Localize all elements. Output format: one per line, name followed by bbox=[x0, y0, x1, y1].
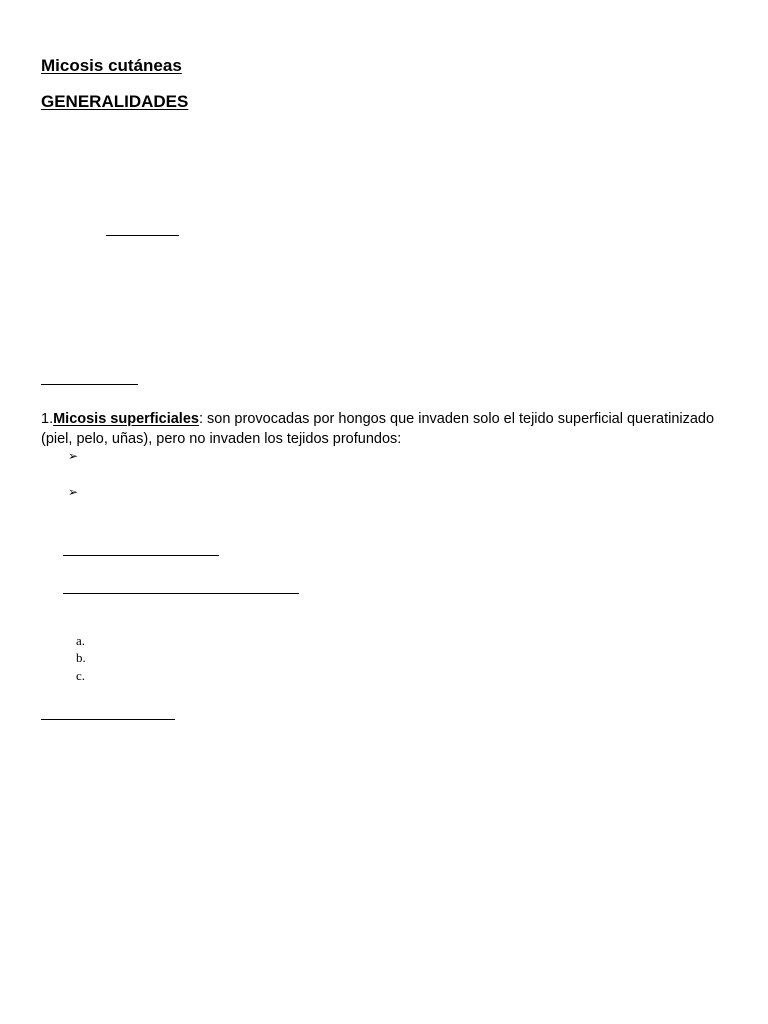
blank-underline bbox=[106, 235, 179, 236]
blank-underline bbox=[41, 384, 138, 385]
arrow-bullet-icon: ➢ bbox=[68, 449, 79, 463]
paragraph-number: 1. bbox=[41, 411, 54, 427]
blank-underline bbox=[63, 555, 219, 556]
list-marker-c: c. bbox=[76, 668, 86, 683]
list-marker-a: a. bbox=[76, 633, 86, 648]
document-title: Micosis cutáneas bbox=[41, 56, 182, 75]
list-marker-b: b. bbox=[76, 650, 86, 665]
paragraph-term: Micosis superficiales bbox=[53, 411, 199, 427]
blank-underline bbox=[63, 593, 299, 594]
section-heading: GENERALIDADES bbox=[41, 92, 189, 111]
paragraph-micosis-superficiales bbox=[41, 409, 731, 449]
paragraph-text: : son provocadas por hongos que invaden solo el tejido superficial queratinizado (piel, pelo, uñas), pero no invaden los tejidos profundos: bbox=[41, 411, 715, 447]
arrow-bullet-icon: ➢ bbox=[68, 485, 79, 499]
blank-underline bbox=[41, 719, 175, 720]
